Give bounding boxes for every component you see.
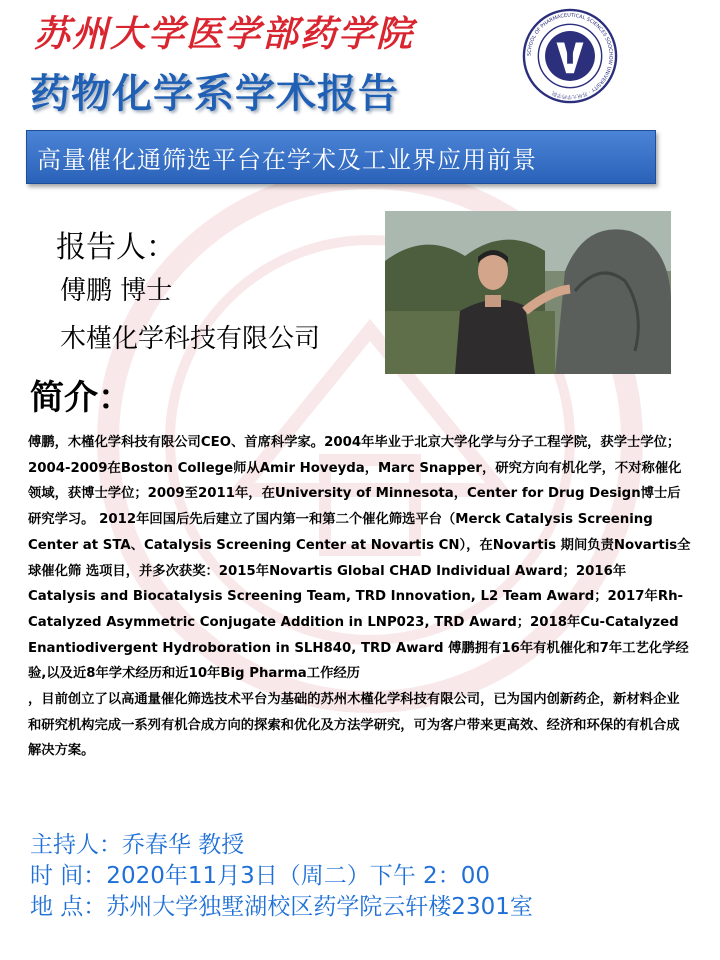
introduction-heading: 简介：	[30, 378, 132, 418]
speaker-biography	[28, 430, 692, 764]
host-info: 主持人：乔春华 教授	[30, 832, 245, 858]
time-info: 时 间：2020年11月3日（周二）下午 2：00	[30, 863, 490, 889]
svg-text:SCHOOL OF PHARMACEUTICAL SCIEN: SCHOOL OF PHARMACEUTICAL SCIENCES SOOCHOW UNIVERSITY · 苏州大学药学院	[526, 12, 614, 100]
pharmacy-school-seal-logo	[522, 8, 618, 104]
speaker-name: 傅鹏 博士	[60, 276, 173, 306]
biography-paragraph: ，目前创立了以高通量催化筛选技术平台为基础的苏州木槿化学科技有限公司，已为国内创新药企，新材料企业和研究机构完成一系列有机合成方向的探索和优化及方法学研究，可为客户带来更高效、经济和环保的有机合成解决方案。	[28, 692, 680, 759]
speaker-company: 木槿化学科技有限公司	[60, 324, 321, 354]
speaker-photo	[385, 211, 671, 374]
speaker-heading: 报告人：	[56, 230, 176, 265]
department-title: 药物化学系学术报告	[30, 71, 399, 117]
school-calligraphy-header: 苏州大学医学部药学院	[34, 13, 415, 55]
report-title: 高量催化通筛选平台在学术及工业界应用前景	[37, 146, 537, 174]
biography-paragraph: 傅鹏，木槿化学科技有限公司CEO、首席科学家。2004年毕业于北京大学化学与分子工程学院，获学士学位；2004-2009在Boston College师从Amir Hoveyda，Marc Snapper，研究方向有机化学，不对称催化领域，获博士学位；2009至2011年，在University of Minnesota，Center for Drug Design博士后研究学习。 2012年回国后先后建立了国内第一和第二个催化筛选平台（Merck Catalysis Screening Center at STA、Catalysis Screening Center at Novartis CN），在Novartis 期间负责Novartis全球催化筛 选项目，并多次获奖：2015年Novartis Global CHAD Individual Award；2016年Catalysis and Biocatalysis Screening Team, TRD Innovation, L2 Team Award；2017年Rh-Catalyzed Asymmetric Conjugate Addition in LNP023, TRD Award；2018年Cu-Catalyzed Enantiodivergent Hydroboration in SLH840, TRD Award 傅鹏拥有16年有机催化和7年工艺化学经验,以及近8年学术经历和近10年Big Pharma工作经历	[28, 435, 691, 682]
location-info: 地 点：苏州大学独墅湖校区药学院云轩楼2301室	[30, 894, 533, 920]
report-title-banner	[26, 130, 656, 184]
